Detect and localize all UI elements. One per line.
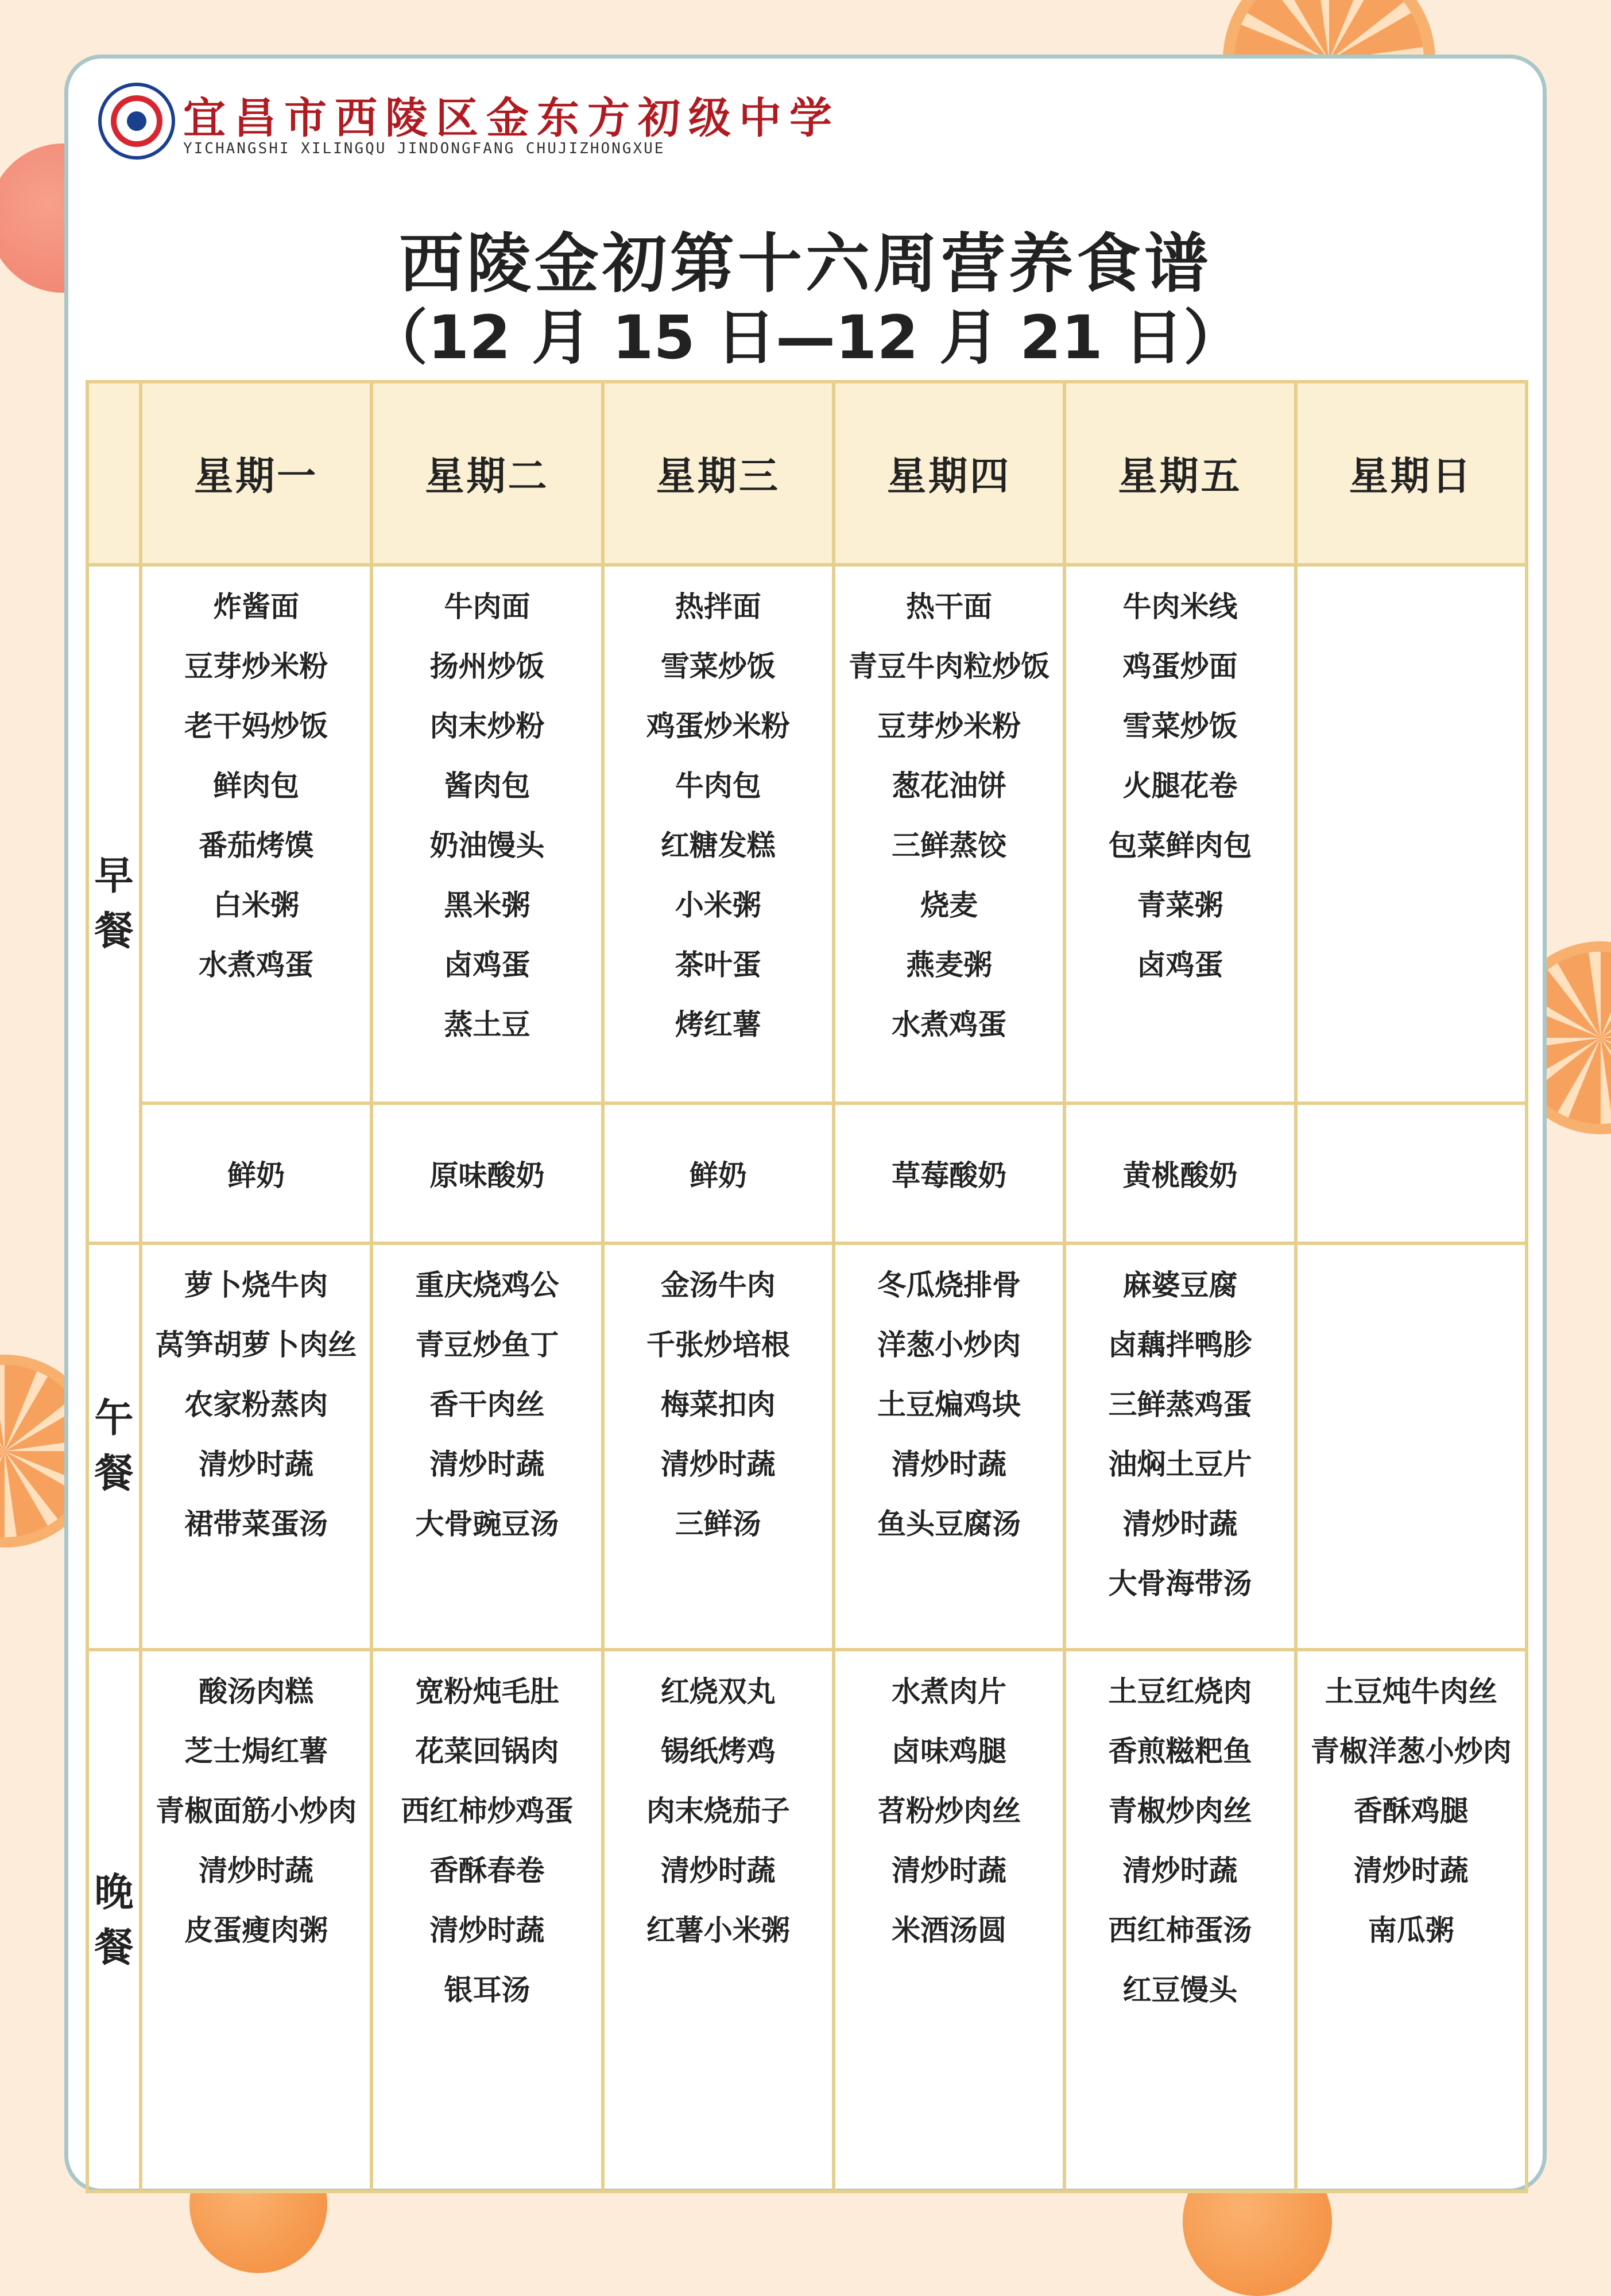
dish-item: 鸡蛋炒面 bbox=[1122, 650, 1238, 683]
dish-item: 黑米粥 bbox=[444, 889, 530, 922]
dish-item: 茶叶蛋 bbox=[675, 948, 761, 982]
dinner-row bbox=[87, 1650, 1527, 2192]
dish-item: 白米粥 bbox=[213, 889, 300, 922]
dish-list bbox=[373, 567, 601, 1054]
menu-cell bbox=[1296, 565, 1527, 1103]
dish-item: 热干面 bbox=[906, 590, 993, 623]
dish-item: 卤鸡蛋 bbox=[1137, 948, 1223, 982]
dish-item: 西红柿炒鸡蛋 bbox=[401, 1794, 574, 1828]
dish-item: 水煮鸡蛋 bbox=[199, 948, 314, 982]
dish-item: 火腿花卷 bbox=[1122, 769, 1238, 802]
dish-item: 热拌面 bbox=[675, 590, 761, 623]
menu-cell bbox=[371, 565, 602, 1103]
dish-item: 清炒时蔬 bbox=[199, 1854, 314, 1887]
dish-item: 清炒时蔬 bbox=[660, 1448, 776, 1481]
dish-item: 卤藕拌鸭胗 bbox=[1108, 1328, 1252, 1362]
dish-item: 老干妈炒饭 bbox=[184, 709, 328, 743]
milk-cell bbox=[1296, 1103, 1527, 1243]
dish-item: 麻婆豆腐 bbox=[1122, 1269, 1238, 1302]
milk-cell: 原味酸奶 bbox=[371, 1103, 602, 1243]
dish-item: 清炒时蔬 bbox=[1353, 1854, 1469, 1887]
dish-item: 小米粥 bbox=[675, 889, 761, 922]
day-header: 星期三 bbox=[603, 382, 834, 565]
dish-list bbox=[605, 567, 832, 1054]
lunch-row bbox=[87, 1243, 1527, 1650]
page-title: 西陵金初第十六周营养食谱 bbox=[399, 227, 1212, 301]
table-header-row bbox=[87, 382, 1527, 565]
dish-item: 千张炒培根 bbox=[646, 1328, 790, 1362]
dish-item: 炸酱面 bbox=[213, 590, 300, 623]
dish-list bbox=[835, 567, 1063, 1054]
menu-cell bbox=[603, 565, 834, 1103]
milk-row bbox=[87, 1103, 1527, 1243]
dish-item: 三鲜蒸饺 bbox=[892, 829, 1007, 862]
dish-item: 农家粉蒸肉 bbox=[184, 1388, 328, 1421]
dish-item: 清炒时蔬 bbox=[892, 1448, 1007, 1481]
dish-item: 清炒时蔬 bbox=[1122, 1854, 1238, 1887]
dish-item: 三鲜蒸鸡蛋 bbox=[1108, 1388, 1252, 1421]
dish-item: 烧麦 bbox=[920, 889, 978, 922]
dish-item: 清炒时蔬 bbox=[660, 1854, 776, 1887]
menu-cell bbox=[603, 1243, 834, 1650]
dish-list bbox=[1298, 1651, 1525, 1960]
dish-list bbox=[605, 1245, 832, 1554]
dish-item: 包菜鲜肉包 bbox=[1108, 829, 1252, 862]
dish-item: 鱼头豆腐汤 bbox=[877, 1507, 1021, 1541]
dish-item: 燕麦粥 bbox=[906, 948, 993, 982]
dish-item: 红烧双丸 bbox=[660, 1675, 776, 1708]
dish-item: 水煮鸡蛋 bbox=[892, 1008, 1007, 1041]
dish-item: 青豆牛肉粒炒饭 bbox=[849, 650, 1050, 683]
menu-cell bbox=[1064, 1243, 1295, 1650]
school-logo bbox=[98, 83, 175, 160]
menu-cell bbox=[834, 1243, 1064, 1650]
dish-item: 三鲜汤 bbox=[675, 1507, 761, 1541]
dish-item: 鲜肉包 bbox=[213, 769, 300, 802]
meal-label-lunch: 午 餐 bbox=[87, 1243, 141, 1650]
menu-table bbox=[86, 380, 1528, 2193]
dish-item: 清炒时蔬 bbox=[1122, 1507, 1238, 1541]
dish-item: 土豆炖牛肉丝 bbox=[1325, 1675, 1497, 1708]
menu-cell bbox=[834, 565, 1064, 1103]
dish-item: 锡纸烤鸡 bbox=[660, 1735, 776, 1768]
dish-list bbox=[1066, 1245, 1294, 1614]
menu-cell bbox=[834, 1650, 1064, 2192]
meal-label-dinner: 晚 餐 bbox=[87, 1650, 141, 2192]
dish-item: 香酥春卷 bbox=[429, 1854, 545, 1887]
dish-item: 烤红薯 bbox=[675, 1008, 761, 1041]
dish-item: 香酥鸡腿 bbox=[1353, 1794, 1469, 1828]
milk-cell: 草莓酸奶 bbox=[834, 1103, 1064, 1243]
dish-item: 米酒汤圆 bbox=[892, 1914, 1007, 1947]
dish-item: 裙带菜蛋汤 bbox=[184, 1507, 328, 1541]
day-header: 星期四 bbox=[834, 382, 1064, 565]
menu-card bbox=[64, 55, 1547, 2193]
dish-item: 鸡蛋炒米粉 bbox=[646, 709, 790, 743]
menu-cell bbox=[1296, 1243, 1527, 1650]
dish-item: 牛肉包 bbox=[675, 769, 761, 802]
dish-item: 酱肉包 bbox=[444, 769, 530, 802]
dish-item: 宽粉炖毛肚 bbox=[415, 1675, 559, 1708]
dish-list bbox=[1298, 567, 1525, 577]
dish-item: 冬瓜烧排骨 bbox=[877, 1269, 1021, 1302]
dish-item: 苕粉炒肉丝 bbox=[877, 1794, 1021, 1828]
dish-list bbox=[835, 1651, 1063, 1960]
dish-item: 皮蛋瘦肉粥 bbox=[184, 1914, 328, 1947]
dish-list bbox=[373, 1651, 601, 2020]
dish-item: 红糖发糕 bbox=[660, 829, 776, 862]
menu-cell bbox=[603, 1650, 834, 2192]
dish-item: 清炒时蔬 bbox=[429, 1448, 545, 1481]
dish-list bbox=[1066, 1651, 1294, 2020]
day-header: 星期一 bbox=[141, 382, 371, 565]
dish-item: 南瓜粥 bbox=[1368, 1914, 1454, 1947]
dish-item: 豆芽炒米粉 bbox=[877, 709, 1021, 743]
milk-cell: 鲜奶 bbox=[603, 1103, 834, 1243]
dish-item: 西红柿蛋汤 bbox=[1108, 1914, 1252, 1947]
dish-list bbox=[835, 1245, 1063, 1554]
menu-cell bbox=[1064, 565, 1295, 1103]
menu-cell bbox=[1296, 1650, 1527, 2192]
school-name-en: YICHANGSHI XILINGQU JINDONGFANG CHUJIZHONGXUE bbox=[183, 140, 665, 157]
dish-item: 牛肉面 bbox=[444, 590, 530, 623]
menu-cell bbox=[141, 1650, 371, 2192]
dish-item: 青椒面筋小炒肉 bbox=[156, 1794, 357, 1828]
dish-item: 香煎糍粑鱼 bbox=[1108, 1735, 1252, 1768]
breakfast-row bbox=[87, 565, 1527, 1103]
milk-cell: 黄桃酸奶 bbox=[1064, 1103, 1295, 1243]
dish-item: 莴笋胡萝卜肉丝 bbox=[156, 1328, 357, 1362]
dish-item: 酸汤肉糕 bbox=[199, 1675, 314, 1708]
dish-item: 梅菜扣肉 bbox=[660, 1388, 776, 1421]
dish-list bbox=[605, 1651, 832, 1960]
dish-list bbox=[142, 1651, 370, 1960]
dish-item: 银耳汤 bbox=[444, 1973, 530, 2007]
dish-item: 扬州炒饭 bbox=[429, 650, 545, 683]
dish-list bbox=[142, 1245, 370, 1554]
dish-item: 豆芽炒米粉 bbox=[184, 650, 328, 683]
dish-item: 花菜回锅肉 bbox=[415, 1735, 559, 1768]
dish-list bbox=[142, 567, 370, 995]
dish-item: 重庆烧鸡公 bbox=[415, 1269, 559, 1302]
corner-cell bbox=[87, 382, 141, 565]
dish-item: 葱花油饼 bbox=[892, 769, 1007, 802]
dish-item: 萝卜烧牛肉 bbox=[184, 1269, 328, 1302]
menu-cell bbox=[141, 565, 371, 1103]
dish-item: 青椒洋葱小炒肉 bbox=[1310, 1735, 1512, 1768]
dish-item: 卤味鸡腿 bbox=[892, 1735, 1007, 1768]
dish-item: 清炒时蔬 bbox=[892, 1854, 1007, 1887]
dish-item: 大骨豌豆汤 bbox=[415, 1507, 559, 1541]
meal-label-breakfast: 早 餐 bbox=[87, 565, 141, 1243]
dish-item: 番茄烤馍 bbox=[199, 829, 314, 862]
dish-list bbox=[373, 1245, 601, 1554]
dish-item: 肉末炒粉 bbox=[429, 709, 545, 743]
dish-item: 金汤牛肉 bbox=[660, 1269, 776, 1302]
day-header: 星期五 bbox=[1064, 382, 1295, 565]
menu-cell bbox=[371, 1650, 602, 2192]
dish-item: 芝士焗红薯 bbox=[184, 1735, 328, 1768]
dish-item: 牛肉米线 bbox=[1122, 590, 1238, 623]
dish-list bbox=[1066, 567, 1294, 995]
dish-item: 蒸土豆 bbox=[444, 1008, 530, 1041]
dish-item: 雪菜炒饭 bbox=[1122, 709, 1238, 743]
dish-item: 青豆炒鱼丁 bbox=[415, 1328, 559, 1362]
dish-item: 青菜粥 bbox=[1137, 889, 1223, 922]
milk-cell: 鲜奶 bbox=[141, 1103, 371, 1243]
dish-item: 红薯小米粥 bbox=[646, 1914, 790, 1947]
dish-item: 雪菜炒饭 bbox=[660, 650, 776, 683]
dish-list bbox=[1298, 1245, 1525, 1255]
date-range: （12 月 15 日—12 月 21 日） bbox=[367, 302, 1244, 373]
menu-cell bbox=[141, 1243, 371, 1650]
dish-item: 土豆煸鸡块 bbox=[877, 1388, 1021, 1421]
dish-item: 油焖土豆片 bbox=[1108, 1448, 1252, 1481]
dish-item: 大骨海带汤 bbox=[1108, 1567, 1252, 1600]
dish-item: 青椒炒肉丝 bbox=[1108, 1794, 1252, 1828]
dish-item: 洋葱小炒肉 bbox=[877, 1328, 1021, 1362]
dish-item: 奶油馒头 bbox=[429, 829, 545, 862]
dish-item: 卤鸡蛋 bbox=[444, 948, 530, 982]
dish-item: 土豆红烧肉 bbox=[1108, 1675, 1252, 1708]
dish-item: 清炒时蔬 bbox=[199, 1448, 314, 1481]
dish-item: 清炒时蔬 bbox=[429, 1914, 545, 1947]
day-header: 星期日 bbox=[1296, 382, 1527, 565]
day-header: 星期二 bbox=[371, 382, 602, 565]
dish-item: 香干肉丝 bbox=[429, 1388, 545, 1421]
menu-cell bbox=[371, 1243, 602, 1650]
menu-cell bbox=[1064, 1650, 1295, 2192]
dish-item: 红豆馒头 bbox=[1122, 1973, 1238, 2007]
dish-item: 水煮肉片 bbox=[892, 1675, 1007, 1708]
school-name: 宜昌市西陵区金东方初级中学 bbox=[183, 94, 840, 143]
dish-item: 肉末烧茄子 bbox=[646, 1794, 790, 1828]
